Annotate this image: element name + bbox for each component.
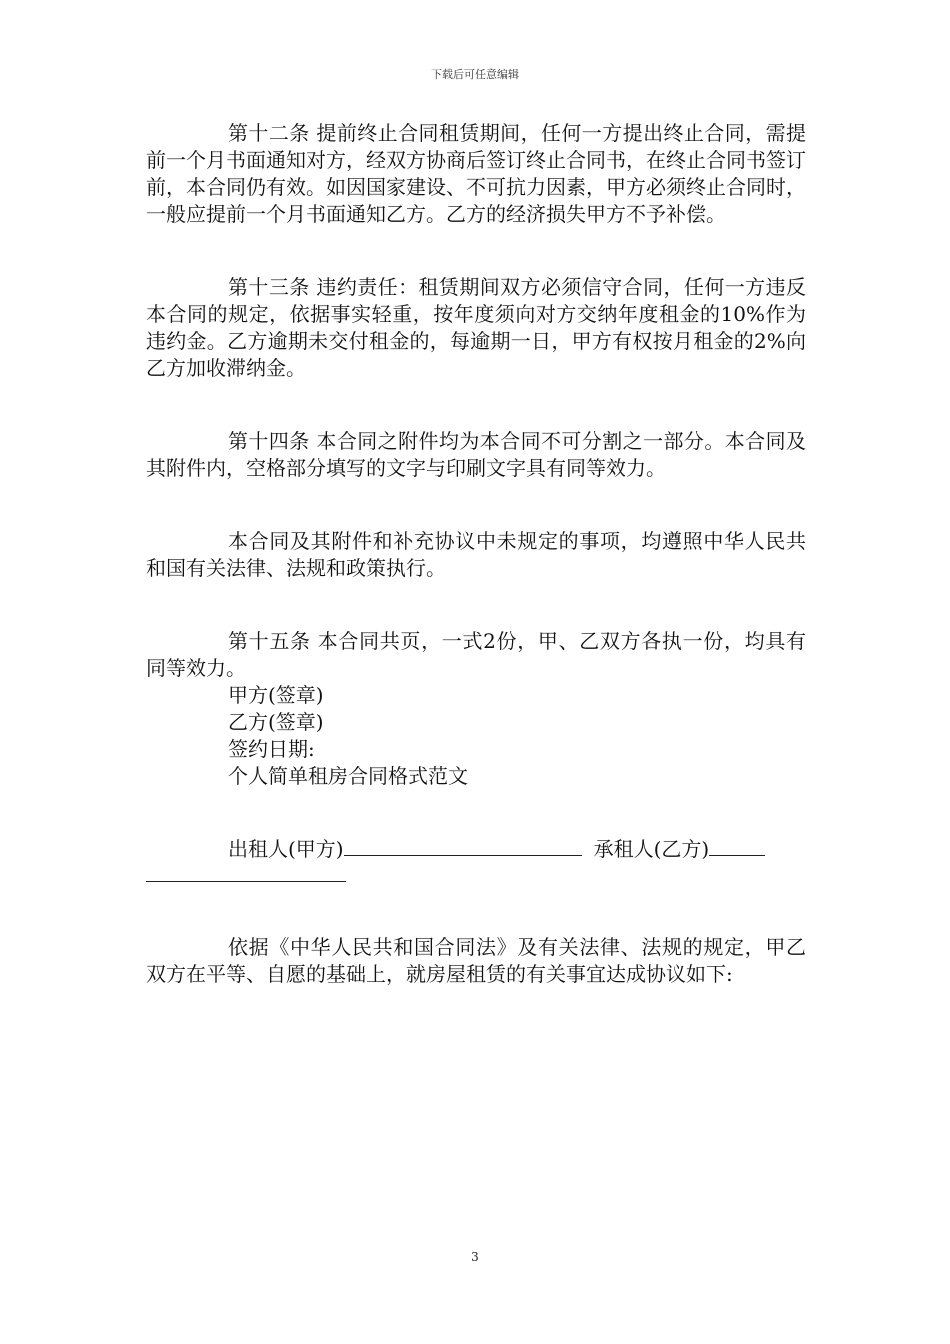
- page-number: 3: [471, 1250, 479, 1264]
- lessee-label: 承租人(乙方): [593, 837, 710, 861]
- parties-row: [146, 835, 806, 863]
- header-note: 下载后可任意编辑: [431, 68, 519, 81]
- lessee-blank-field: [709, 835, 765, 856]
- article-14-paragraph: 第十四条 本合同之附件均为本合同不可分割之一部分。本合同及其附件内，空格部分填写的文字与印刷文字具有同等效力。: [146, 429, 806, 480]
- lessor-label: 出租人(甲方): [228, 837, 344, 861]
- article-15-paragraph: 第十五条 本合同共页，一式2份，甲、乙双方各执一份，均具有同等效力。: [146, 629, 806, 680]
- lessee-blank-continuation: [146, 881, 346, 882]
- document-title: 个人简单租房合同格式范文: [228, 764, 468, 788]
- signing-date-line: 签约日期:: [228, 737, 315, 761]
- party-b-signature-line: 乙方(签章): [228, 710, 324, 734]
- intro-paragraph: 依据《中华人民共和国合同法》及有关法律、法规的规定，甲乙双方在平等、自愿的基础上，就房屋租赁的有关事宜达成协议如下:: [146, 935, 806, 986]
- document-body: [146, 120, 806, 988]
- article-13-paragraph: 第十三条 违约责任：租赁期间双方必须信守合同，任何一方违反本合同的规定，依据事实轻重，按年度须向对方交纳年度租金的10%作为违约金。乙方逾期未交付租金的，每逾期一日，甲方有权按月租金的2%向乙方加收滞纳金。: [146, 275, 806, 380]
- unregulated-matters-paragraph: 本合同及其附件和补充协议中未规定的事项，均遵照中华人民共和国有关法律、法规和政策执行。: [146, 529, 806, 580]
- article-12-paragraph: 第十二条 提前终止合同租赁期间，任何一方提出终止合同，需提前一个月书面通知对方，经双方协商后签订终止合同书，在终止合同书签订前，本合同仍有效。如因国家建设、不可抗力因素，甲方必须终止合同时，一般应提前一个月书面通知乙方。乙方的经济损失甲方不予补偿。: [146, 121, 806, 226]
- parties-block: [146, 835, 806, 882]
- lessor-blank-field: [344, 835, 582, 856]
- party-a-signature-line: 甲方(签章): [228, 683, 324, 707]
